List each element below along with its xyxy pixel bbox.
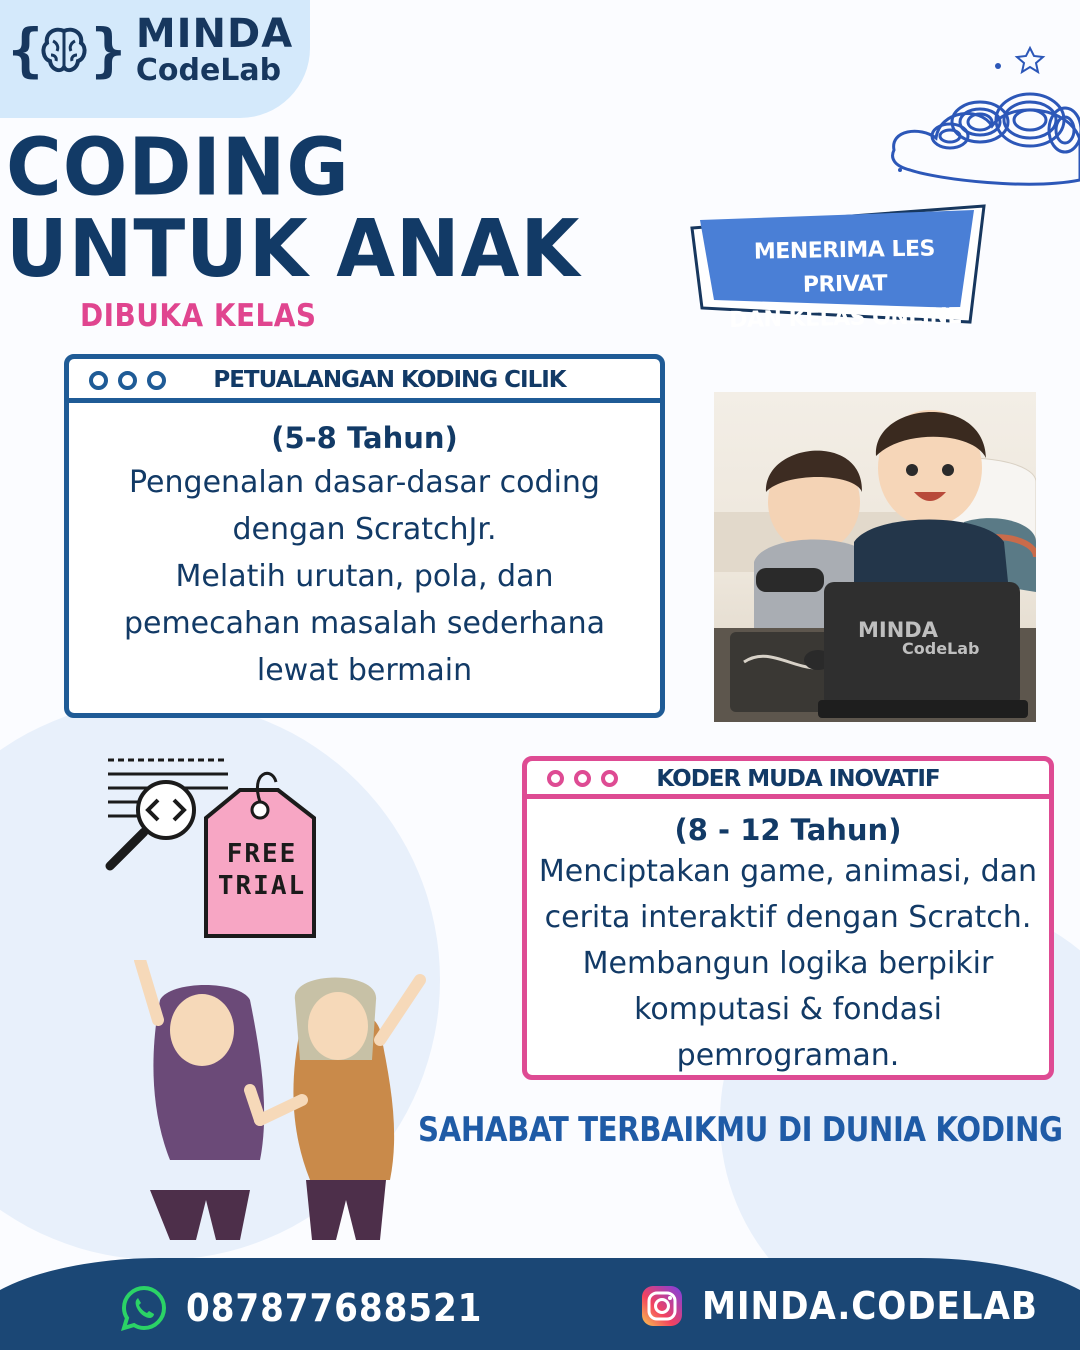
private-online-banner [688,204,988,334]
laptop-logo [858,620,979,657]
window-title-bar [69,359,660,403]
description-line: pemecahan masalah sederhana [123,606,606,641]
description-line: Pengenalan dasar-dasar coding [129,465,600,500]
free-trial-label [214,838,310,902]
class-age-range: (5-8 Tahun) [271,421,458,455]
whatsapp-icon [120,1284,168,1332]
cloud-doodle-icon [880,30,1080,190]
class-card-senior [522,756,1054,1080]
tagline: SAHABAT TERBAIKMU DI DUNIA KODING [418,1110,1063,1150]
laptop-brand-sub: CodeLab [902,639,980,658]
class-title: PETUALANGAN KODING CILIK [213,367,566,393]
description-line: lewat bermain [256,653,473,688]
description-line: komputasi & fondasi pemrograman. [634,992,942,1073]
class-description [527,849,1049,1079]
kids-coding-illustration [714,392,1036,722]
instagram-handle: MINDA.CODELAB [702,1284,1038,1328]
trial-label: TRIAL [217,871,307,901]
brain-icon: { } [8,16,120,84]
whatsapp-contact[interactable] [120,1284,515,1332]
window-title-bar [527,761,1049,799]
brand-subname: CodeLab [135,53,282,88]
instagram-contact[interactable] [640,1284,1075,1328]
description-line: Menciptakan game, animasi, dan [538,854,1038,889]
description-line: cerita interaktif dengan Scratch. [544,900,1032,935]
banner-line-2: DAN KELAS ONLINE [729,303,963,334]
classes-open-label: DIBUKA KELAS [80,298,317,334]
brand-logo [8,11,294,88]
class-description [69,459,660,694]
laptop-brand: MINDA [858,618,938,642]
class-age-range: (8 - 12 Tahun) [674,813,902,847]
phone-number: 087877688521 [186,1286,483,1330]
free-label: FREE [226,839,298,869]
class-card-junior [64,354,665,718]
description-line: Membangun logika berpikir [582,946,994,981]
page-title [6,119,581,296]
title-line-2: UNTUK ANAK [6,201,581,296]
description-line: Melatih urutan, pola, dan [175,559,554,594]
girls-holding-hands-illustration [110,960,440,1260]
instagram-icon [640,1284,684,1328]
brand-name: MINDA [135,11,294,57]
banner-line-1: MENERIMA LES PRIVAT [753,236,936,298]
title-line-1: CODING [6,119,350,214]
class-title: KODER MUDA INOVATIF [656,766,940,792]
description-line: dengan ScratchJr. [232,512,497,547]
